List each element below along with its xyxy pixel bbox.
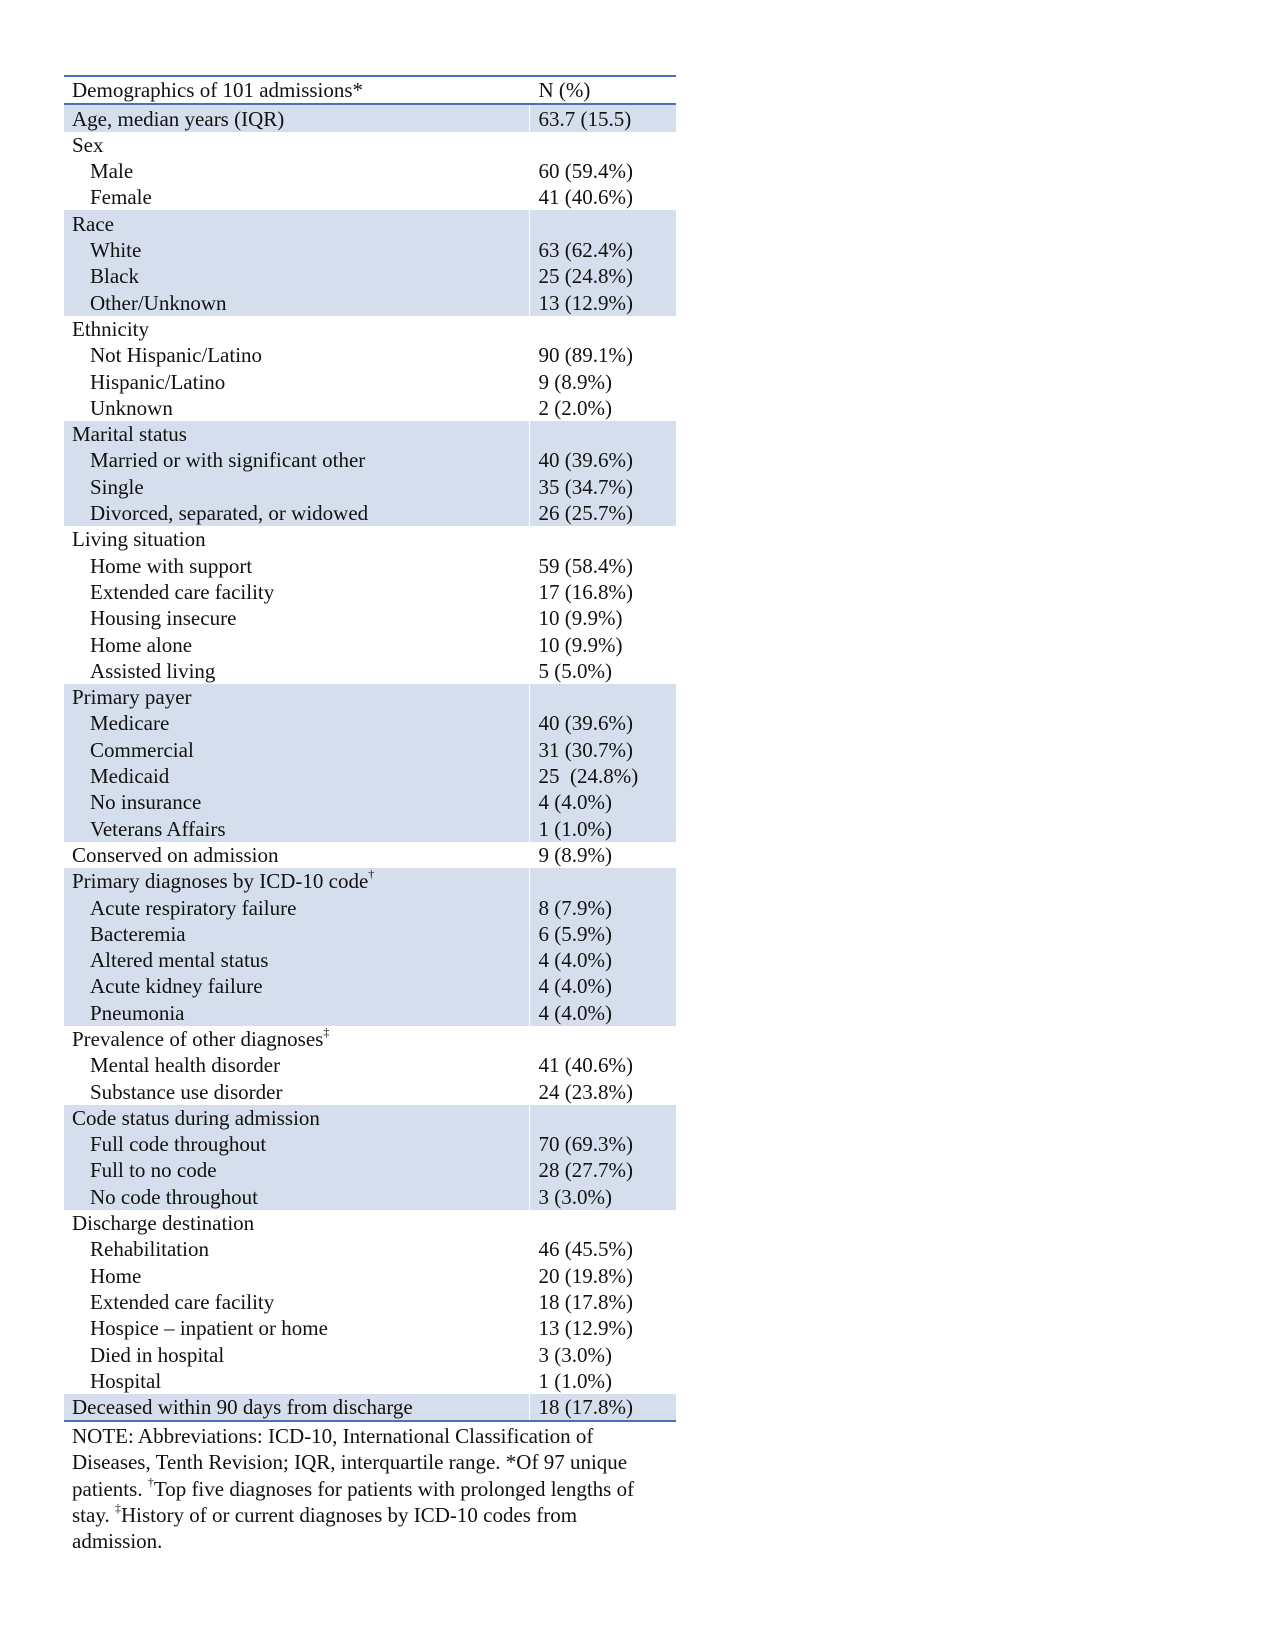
row-label-text: Full to no code <box>90 1158 217 1183</box>
row-value <box>529 210 676 236</box>
row-value: 20 (19.8%) <box>529 1262 676 1288</box>
row-label <box>64 421 529 447</box>
footnote-marker: ‡ <box>323 1024 330 1039</box>
note-text-2: Top five diagnoses for patients with prolonged lengths of stay. <box>72 1476 635 1528</box>
row-value: 4 (4.0%) <box>529 947 676 973</box>
row-value: 1 (1.0%) <box>529 1368 676 1394</box>
row-value: 18 (17.8%) <box>529 1289 676 1315</box>
row-label <box>64 158 529 184</box>
table-row <box>64 1394 676 1421</box>
table-row <box>64 158 676 184</box>
row-label-text: Unknown <box>90 395 173 420</box>
row-value: 46 (45.5%) <box>529 1236 676 1262</box>
row-label <box>64 104 529 131</box>
row-value: 3 (3.0%) <box>529 1183 676 1209</box>
table-row <box>64 605 676 631</box>
row-value: 25 (24.8%) <box>529 263 676 289</box>
row-label <box>64 263 529 289</box>
row-label-text: Primary diagnoses by ICD-10 code <box>72 869 369 894</box>
table-row <box>64 631 676 657</box>
table-row <box>64 973 676 999</box>
row-label-text: Acute kidney failure <box>90 974 263 999</box>
row-label <box>64 316 529 342</box>
row-label-text: Divorced, separated, or widowed <box>90 501 369 526</box>
row-label <box>64 473 529 499</box>
table-row <box>64 815 676 841</box>
row-label <box>64 368 529 394</box>
row-label <box>64 947 529 973</box>
row-value: 13 (12.9%) <box>529 289 676 315</box>
row-label-text: Substance use disorder <box>90 1079 283 1104</box>
row-label <box>64 289 529 315</box>
row-label-text: Pneumonia <box>90 1000 185 1025</box>
row-value <box>529 1105 676 1131</box>
table-row <box>64 263 676 289</box>
table-row <box>64 842 676 868</box>
row-label <box>64 921 529 947</box>
row-value <box>529 421 676 447</box>
row-value: 9 (8.9%) <box>529 368 676 394</box>
table-row <box>64 1341 676 1367</box>
table-row <box>64 684 676 710</box>
table-row <box>64 763 676 789</box>
row-value: 4 (4.0%) <box>529 973 676 999</box>
table-row <box>64 658 676 684</box>
table-row <box>64 1236 676 1262</box>
table-row <box>64 789 676 815</box>
table-row <box>64 421 676 447</box>
footnote-marker: † <box>368 867 375 882</box>
row-value <box>529 1210 676 1236</box>
row-label-text: Single <box>90 474 144 499</box>
row-label <box>64 684 529 710</box>
row-label-text: Medicare <box>90 711 170 736</box>
row-label-text: Home <box>90 1263 142 1288</box>
row-label <box>64 132 529 158</box>
row-value: 90 (89.1%) <box>529 342 676 368</box>
row-label <box>64 1105 529 1131</box>
table-row <box>64 368 676 394</box>
row-label-text: Extended care facility <box>90 579 275 604</box>
header-value: N (%) <box>529 76 676 104</box>
row-value <box>529 526 676 552</box>
row-label-text: Prevalence of other diagnoses <box>72 1026 324 1051</box>
row-label <box>64 552 529 578</box>
row-label-text: Extended care facility <box>90 1289 275 1314</box>
table-row <box>64 447 676 473</box>
row-label-text: Married or with significant other <box>90 448 366 473</box>
row-label-text: Hospital <box>90 1368 162 1393</box>
row-value: 10 (9.9%) <box>529 605 676 631</box>
row-value <box>529 1026 676 1052</box>
table-body <box>64 104 676 1421</box>
table-row <box>64 342 676 368</box>
row-value: 35 (34.7%) <box>529 473 676 499</box>
row-value: 8 (7.9%) <box>529 894 676 920</box>
table-row <box>64 237 676 263</box>
row-label <box>64 789 529 815</box>
row-value: 18 (17.8%) <box>529 1394 676 1421</box>
row-value <box>529 316 676 342</box>
table-row <box>64 579 676 605</box>
row-label-text: Living situation <box>72 527 206 552</box>
row-label <box>64 1262 529 1288</box>
row-value: 17 (16.8%) <box>529 579 676 605</box>
table-row <box>64 184 676 210</box>
row-label-text: Other/Unknown <box>90 290 227 315</box>
row-value: 1 (1.0%) <box>529 815 676 841</box>
row-label <box>64 237 529 263</box>
table-row <box>64 999 676 1025</box>
table-row <box>64 947 676 973</box>
row-label <box>64 1315 529 1341</box>
table-row <box>64 1262 676 1288</box>
row-value: 26 (25.7%) <box>529 500 676 526</box>
table-row <box>64 1026 676 1052</box>
table-row <box>64 1131 676 1157</box>
row-value: 9 (8.9%) <box>529 842 676 868</box>
table-row <box>64 1078 676 1104</box>
row-label-text: White <box>90 238 142 263</box>
row-label-text: Conserved on admission <box>72 842 279 867</box>
row-label <box>64 763 529 789</box>
row-label-text: Home with support <box>90 553 253 578</box>
document <box>64 75 676 1555</box>
row-label <box>64 447 529 473</box>
row-label <box>64 1236 529 1262</box>
table-row <box>64 736 676 762</box>
row-label <box>64 342 529 368</box>
row-label-text: Code status during admission <box>72 1105 320 1130</box>
table-row <box>64 132 676 158</box>
row-label-text: Home alone <box>90 632 193 657</box>
row-label <box>64 842 529 868</box>
row-label <box>64 710 529 736</box>
row-label-text: Veterans Affairs <box>90 816 226 841</box>
table-row <box>64 473 676 499</box>
row-label <box>64 526 529 552</box>
table-row <box>64 526 676 552</box>
row-label <box>64 973 529 999</box>
table-row <box>64 500 676 526</box>
row-label-text: Female <box>90 185 152 210</box>
row-value: 41 (40.6%) <box>529 1052 676 1078</box>
row-value <box>529 684 676 710</box>
row-value: 2 (2.0%) <box>529 395 676 421</box>
row-label <box>64 894 529 920</box>
row-value <box>529 868 676 894</box>
row-value: 63 (62.4%) <box>529 237 676 263</box>
row-label-text: Died in hospital <box>90 1342 225 1367</box>
row-label-text: Bacteremia <box>90 921 186 946</box>
row-value: 28 (27.7%) <box>529 1157 676 1183</box>
row-label <box>64 815 529 841</box>
row-value: 4 (4.0%) <box>529 789 676 815</box>
note-dagger: † <box>147 1474 154 1489</box>
row-value: 41 (40.6%) <box>529 184 676 210</box>
header-label: Demographics of 101 admissions* <box>64 76 529 104</box>
row-label-text: Race <box>72 211 114 236</box>
row-value <box>529 132 676 158</box>
row-label <box>64 1394 529 1421</box>
row-label-text: Primary payer <box>72 685 192 710</box>
row-label <box>64 1368 529 1394</box>
row-value: 6 (5.9%) <box>529 921 676 947</box>
note-text-3: History of or current diagnoses by ICD-10 codes from admission. <box>72 1503 578 1554</box>
table-row <box>64 1183 676 1209</box>
row-label <box>64 605 529 631</box>
row-value: 13 (12.9%) <box>529 1315 676 1341</box>
row-label-text: Full code throughout <box>90 1132 267 1157</box>
row-label <box>64 1183 529 1209</box>
row-label <box>64 1078 529 1104</box>
row-value: 25 (24.8%) <box>529 763 676 789</box>
row-value: 3 (3.0%) <box>529 1341 676 1367</box>
row-label-text: Housing insecure <box>90 606 237 631</box>
note-text-1: NOTE: Abbreviations: ICD-10, International Classification of Diseases, Tenth Revision; IQR, interquartile range. *Of 97 unique patients. <box>72 1424 628 1501</box>
row-label-text: Not Hispanic/Latino <box>90 343 263 368</box>
row-label-text: Sex <box>72 132 104 157</box>
row-label-text: Hispanic/Latino <box>90 369 226 394</box>
table-row <box>64 894 676 920</box>
row-label <box>64 1210 529 1236</box>
table-header-row <box>64 76 676 104</box>
table-row <box>64 1210 676 1236</box>
table-row <box>64 1368 676 1394</box>
row-label-text: Altered mental status <box>90 948 269 973</box>
table-row <box>64 868 676 894</box>
row-label-text: Ethnicity <box>72 316 149 341</box>
row-value: 40 (39.6%) <box>529 447 676 473</box>
table-note <box>64 1422 676 1554</box>
table-row <box>64 710 676 736</box>
table-row <box>64 210 676 236</box>
row-label <box>64 1131 529 1157</box>
row-label-text: Marital status <box>72 422 187 447</box>
row-label <box>64 579 529 605</box>
table-row <box>64 1315 676 1341</box>
row-value: 63.7 (15.5) <box>529 104 676 131</box>
row-value: 4 (4.0%) <box>529 999 676 1025</box>
row-label-text: Rehabilitation <box>90 1237 209 1262</box>
table-row <box>64 1157 676 1183</box>
table-row <box>64 1052 676 1078</box>
row-label <box>64 184 529 210</box>
row-label-text: Deceased within 90 days from discharge <box>72 1395 413 1420</box>
row-label-text: Hospice – inpatient or home <box>90 1316 328 1341</box>
table-row <box>64 316 676 342</box>
row-label <box>64 1026 529 1052</box>
row-label-text: Black <box>90 264 139 289</box>
row-label <box>64 1341 529 1367</box>
row-value: 10 (9.9%) <box>529 631 676 657</box>
table-row <box>64 1289 676 1315</box>
table-row <box>64 921 676 947</box>
row-value: 31 (30.7%) <box>529 736 676 762</box>
row-label <box>64 868 529 894</box>
row-label-text: Male <box>90 159 134 184</box>
row-label <box>64 999 529 1025</box>
note-double-dagger: ‡ <box>114 1501 121 1516</box>
table-row <box>64 1105 676 1131</box>
row-label <box>64 1052 529 1078</box>
row-value: 40 (39.6%) <box>529 710 676 736</box>
row-label <box>64 395 529 421</box>
table-row <box>64 104 676 131</box>
row-label-text: Mental health disorder <box>90 1053 281 1078</box>
demographics-table <box>64 75 676 1422</box>
row-value: 60 (59.4%) <box>529 158 676 184</box>
row-label-text: Age, median years (IQR) <box>72 106 285 131</box>
row-label-text: No code throughout <box>90 1184 258 1209</box>
row-label <box>64 658 529 684</box>
row-label <box>64 1157 529 1183</box>
row-label-text: Medicaid <box>90 764 170 789</box>
row-label <box>64 210 529 236</box>
row-label <box>64 1289 529 1315</box>
row-label-text: Acute respiratory failure <box>90 895 297 920</box>
row-label <box>64 500 529 526</box>
table-row <box>64 289 676 315</box>
row-value: 70 (69.3%) <box>529 1131 676 1157</box>
row-label-text: No insurance <box>90 790 202 815</box>
row-value: 59 (58.4%) <box>529 552 676 578</box>
row-label-text: Commercial <box>90 737 194 762</box>
row-label-text: Assisted living <box>90 658 216 683</box>
table-row <box>64 395 676 421</box>
row-value: 24 (23.8%) <box>529 1078 676 1104</box>
row-value: 5 (5.0%) <box>529 658 676 684</box>
row-label <box>64 631 529 657</box>
row-label <box>64 736 529 762</box>
row-label-text: Discharge destination <box>72 1211 255 1236</box>
table-row <box>64 552 676 578</box>
